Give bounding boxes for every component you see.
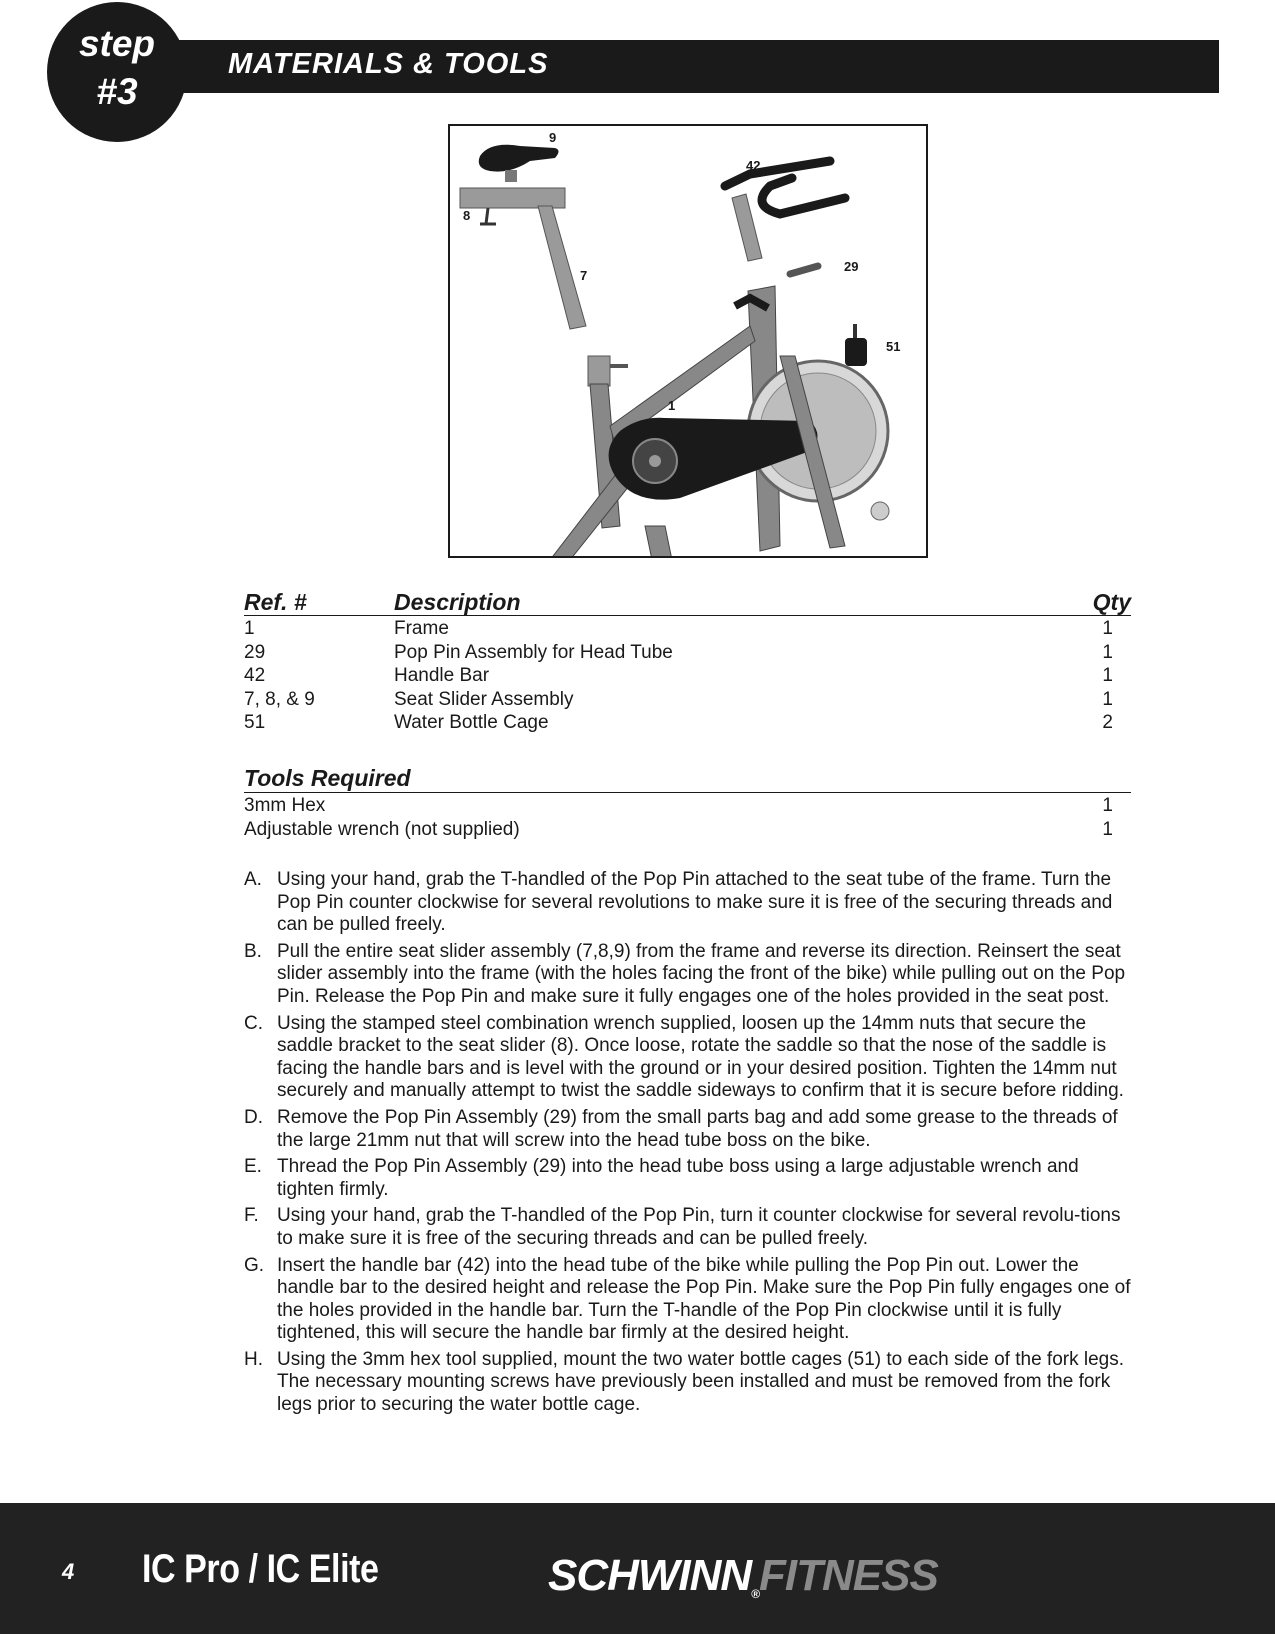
handlebar-stem-shape xyxy=(732,194,762,261)
tools-header xyxy=(244,762,1131,793)
step-letter: H. xyxy=(244,1348,263,1370)
section-title: MATERIALS & TOOLS xyxy=(228,48,549,80)
callout-1: 1 xyxy=(668,398,676,413)
step-letter: D. xyxy=(244,1106,263,1128)
step-text: Using your hand, grab the T-handled of the Pop Pin attached to the seat tube of the frame. Turn the Pop Pin counter clockwise for several revolutions to make sure it is free of the securing threads and can be pulled freely. xyxy=(277,869,1113,936)
tools-title: Tools Required xyxy=(244,765,411,791)
step-text: Using the stamped steel combination wrench supplied, loosen up the 14mm nuts that secure the saddle bracket to the seat slider (8). Once loose, rotate the saddle so that the nose of the saddle is facing the handle bars and is level with the ground or in your desired position. Tighten the 14mm nut securely and manually attempt to twist the saddle sideways to confirm that it is secure before ridding. xyxy=(277,1012,1124,1102)
page-number: 4 xyxy=(62,1559,75,1584)
seat-post-shape xyxy=(538,206,586,329)
registered-mark: ® xyxy=(751,1587,760,1601)
tool-qty: 1 xyxy=(1102,795,1113,816)
saddle-shape xyxy=(479,145,559,172)
step-text: Thread the Pop Pin Assembly (29) into the head tube boss using a large adjustable wrench and tighten firmly. xyxy=(277,1156,1079,1200)
step-number: #3 xyxy=(96,71,138,112)
step-letter: G. xyxy=(244,1254,265,1276)
table-row xyxy=(244,817,1131,841)
list-item xyxy=(244,1349,1134,1417)
row-ref: 7, 8, & 9 xyxy=(244,688,315,710)
tool-name: 3mm Hex xyxy=(244,795,326,816)
step-text: Pull the entire seat slider assembly (7,8,9) from the frame and reverse its direction. Reinsert the seat slider assembly into the frame (with the holes facing the front of the bike) while pulling out on the Pop Pin. Release the Pop Pin and make sure it fully engages one of the holes provided in the seat post. xyxy=(277,940,1126,1007)
tool-qty: 1 xyxy=(1102,818,1113,840)
bike-assembly-illustration xyxy=(448,124,928,558)
step-badge xyxy=(47,2,187,142)
seat-slider-shape xyxy=(460,188,565,208)
step-letter: B. xyxy=(244,940,262,962)
list-item xyxy=(244,1107,1134,1152)
parts-table-header xyxy=(244,586,1131,616)
row-description: Pop Pin Assembly for Head Tube xyxy=(394,641,673,663)
brand-name-fitness: FITNESS xyxy=(759,1551,938,1600)
step-word: step xyxy=(78,23,156,64)
pop-pin-shape xyxy=(790,266,818,274)
brand-logo xyxy=(548,1551,938,1601)
table-row xyxy=(244,640,1131,664)
model-name: IC Pro / IC Elite xyxy=(142,1547,379,1591)
tools-table xyxy=(244,762,1131,840)
page-footer xyxy=(0,1503,1275,1634)
parts-table xyxy=(244,586,1131,734)
row-ref: 29 xyxy=(244,641,266,663)
header-description: Description xyxy=(394,589,521,615)
slider-knob-shape xyxy=(480,208,496,224)
step-letter: E. xyxy=(244,1156,262,1178)
table-row xyxy=(244,687,1131,711)
row-ref: 1 xyxy=(244,618,255,639)
list-item xyxy=(244,1013,1134,1103)
row-qty: 1 xyxy=(1102,618,1113,639)
table-row xyxy=(244,616,1131,640)
bike-drawing xyxy=(450,126,928,558)
row-qty: 1 xyxy=(1102,641,1113,663)
step-text: Using the 3mm hex tool supplied, mount the two water bottle cages (51) to each side of the fork legs. The necessary mounting screws have previously been installed and must be removed from the fork legs prior to securing the water bottle cage. xyxy=(277,1348,1125,1416)
step-text: Remove the Pop Pin Assembly (29) from the small parts bag and add some grease to the threads of the large 21mm nut that will screw into the head tube boss on the bike. xyxy=(277,1106,1118,1151)
callout-42: 42 xyxy=(746,158,761,173)
row-description: Frame xyxy=(394,618,449,639)
callout-8: 8 xyxy=(463,208,471,223)
list-item xyxy=(244,941,1134,1009)
row-qty: 1 xyxy=(1102,665,1113,686)
list-item xyxy=(244,1255,1134,1345)
instruction-list xyxy=(244,869,1134,1421)
row-description: Water Bottle Cage xyxy=(394,712,549,733)
callout-51: 51 xyxy=(886,339,901,354)
callout-9: 9 xyxy=(549,130,557,145)
step-text: Using your hand, grab the T-handled of the Pop Pin, turn it counter clockwise for several revolu-tions to make sure it is free of the securing threads and can be pulled freely. xyxy=(277,1205,1121,1249)
step-letter: A. xyxy=(244,869,262,890)
step-letter: F. xyxy=(244,1205,259,1227)
step-letter: C. xyxy=(244,1012,263,1034)
tool-name: Adjustable wrench (not supplied) xyxy=(244,818,520,840)
list-item xyxy=(244,869,1134,937)
table-row xyxy=(244,793,1131,817)
row-qty: 2 xyxy=(1102,712,1113,733)
table-row xyxy=(244,710,1131,734)
step-text: Insert the handle bar (42) into the head tube of the bike while pulling the Pop Pin out. Lower the handle bar to the desired height and release the Pop Pin. Make sure the Pop Pin fully engages one of the holes provided in the handle bar. Turn the T-handle of the Pop Pin clockwise until it is fully tightened, this will secure the handle bar firmly at the desired height. xyxy=(277,1254,1131,1344)
row-description: Seat Slider Assembly xyxy=(394,688,574,710)
callout-29: 29 xyxy=(844,259,859,274)
saddle-clamp xyxy=(505,170,517,182)
section-header-bar xyxy=(130,40,1219,93)
header-qty: Qty xyxy=(1092,589,1131,615)
table-row xyxy=(244,663,1131,687)
row-ref: 51 xyxy=(244,712,266,733)
row-qty: 1 xyxy=(1102,688,1113,710)
row-ref: 42 xyxy=(244,665,266,686)
brand-name-schwinn: SCHWINN xyxy=(548,1551,752,1600)
header-ref: Ref. # xyxy=(244,589,307,615)
row-description: Handle Bar xyxy=(394,665,490,686)
bottle-cage-shape xyxy=(845,338,867,366)
list-item xyxy=(244,1205,1134,1250)
list-item xyxy=(244,1156,1134,1201)
callout-7: 7 xyxy=(580,268,588,283)
